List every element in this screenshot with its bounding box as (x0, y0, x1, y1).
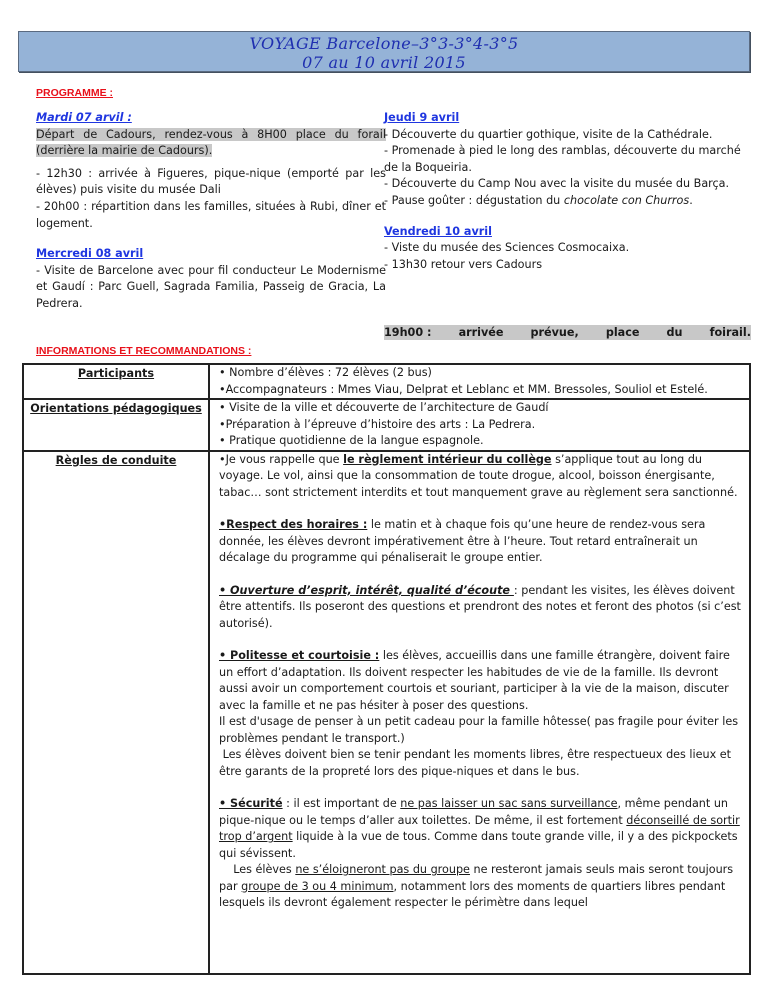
list-item: • Pratique quotidienne de la langue espagnole. (219, 434, 484, 447)
arrival-line (384, 325, 751, 340)
rule-emphasis: le règlement intérieur du collège (343, 452, 552, 466)
programme-right-column (384, 110, 754, 273)
rule-text: s’applique tout au long du voyage. Le vol, ainsi que la consommation de toute drogue, alcool, boisson énergisante, tabac… sont strictement interdits et tout manquement grave au règlement sera sanctionné. (219, 452, 738, 499)
rubi-text: - 20h00 : répartition dans les familles, situées à Rubi, dîner et logement. (36, 199, 386, 230)
document-title: VOYAGE Barcelone–3°3-3°4-3°5 (249, 34, 519, 53)
programme-heading-text: PROGRAMME : (36, 87, 113, 99)
day-title-jeudi: Jeudi 9 avril (384, 111, 460, 124)
rule-emphasis: ne pas laisser un sac sans surveillance (400, 797, 618, 810)
arrival-word: place (605, 326, 640, 339)
rule-text: Il est d'usage de penser à un petit cadeau pour la famille hôtesse( pas fragile pour éviter les problèmes pendant le transport.) (219, 715, 739, 745)
rule-emphasis: ne s’éloigneront pas du groupe (295, 863, 470, 876)
day-title-mercredi: Mercredi 08 avril (36, 247, 144, 261)
rule-ouverture (219, 583, 743, 633)
info-heading (36, 345, 251, 357)
rule-text: : il est important de (282, 797, 401, 810)
arrival-word: arrivée (458, 326, 504, 339)
row-label (23, 451, 209, 974)
rule-text: Les élèves (219, 863, 296, 876)
arrival-word: 19h00 : (384, 326, 432, 339)
churros-text: chocolate con Churros (563, 193, 690, 207)
info-heading-text: INFORMATIONS ET RECOMMANDATIONS : (36, 345, 252, 357)
info-table (22, 363, 751, 975)
gouter-period: . (689, 193, 693, 207)
title-banner (18, 31, 750, 72)
programme-left-column (36, 110, 386, 313)
rule-securite (219, 796, 743, 912)
row-label-text: Orientations pédagogiques (30, 402, 202, 415)
list-item: •Préparation à l’épreuve d’histoire des arts : La Pedrera. (219, 417, 536, 431)
rule-horaires (219, 517, 743, 567)
jeudi-line-1: - Découverte du quartier gothique, visite de la Cathédrale. (384, 127, 713, 141)
rule-politesse (219, 648, 743, 780)
list-item: •Accompagnateurs : Mmes Viau, Delprat et Leblanc et MM. Bressoles, Souliol et Estelé. (219, 382, 708, 396)
document-dates: 07 au 10 avril 2015 (302, 53, 466, 72)
row-label-text: Règles de conduite (55, 453, 177, 467)
day-title-mardi: Mardi 07 arvil : (36, 111, 132, 124)
list-item: • Visite de la ville et découverte de l’architecture de Gaudí (219, 401, 549, 414)
row-content (209, 364, 750, 399)
list-item: • Nombre d’élèves : 72 élèves (2 bus) (219, 366, 432, 379)
row-label (23, 399, 209, 451)
mercredi-text: - Visite de Barcelone avec pour fil conducteur Le Modernisme et Gaudí : Parc Guell, Sagrada Familia, Passeig de Gracia, La Pedrera. (36, 263, 386, 310)
rule-text: ne resteront jamais seuls mais seront toujours par (219, 863, 737, 893)
table-row (23, 364, 750, 399)
rule-heading: • Sécurité (219, 797, 283, 810)
rule-text: le matin et à chaque fois qu’une heure de rendez-vous sera donnée, les élèves devront impérativement être à l’heure. Tout retard entraînerait un décalage du programme qui pénaliserait le groupe entier. (219, 518, 706, 564)
rule-emphasis: groupe de 3 ou 4 minimum (241, 879, 394, 893)
jeudi-line-3: - Découverte du Camp Nou avec la visite du musée du Barça. (384, 177, 730, 191)
table-row (23, 451, 750, 974)
figueres-text: - 12h30 : arrivée à Figueres, pique-nique (emporté par les élèves) puis visite du musée Dali (36, 166, 386, 197)
rule-emphasis: déconseillé de sortir trop d’argent (219, 813, 740, 843)
rule-heading: • Ouverture d’esprit, intérêt, qualité d’écoute (219, 583, 514, 597)
day-title-vendredi: Vendredi 10 avril (384, 224, 492, 238)
rule-heading: •Respect des horaires : (219, 518, 368, 531)
row-label-text: Participants (77, 367, 155, 380)
rule-text: liquide à la vue de tous. Comme dans toute grande ville, il y a des pickpockets qui sévissent. (219, 830, 738, 860)
gouter-text: - Pause goûter : dégustation du (384, 193, 564, 207)
row-content (209, 451, 750, 974)
rule-reglement (219, 452, 743, 502)
row-label (23, 364, 209, 399)
rule-text: les élèves, accueillis dans une famille étrangère, doivent faire un effort d’adaptation. Ils doivent respecter les habitudes de vie de la famille. Ils devront aussi avoir un comportement courtois et souriant, participer à la vie de la maison, discuter avec la famille et ne pas hésiter à poser des questions. (219, 649, 730, 712)
rule-text: Les élèves doivent bien se tenir pendant les moments libres, être respectueux des lieux et être garants de la propreté lors des pique-niques et dans le bus. (219, 748, 735, 778)
rule-text: , même pendant un pique-nique ou le temps d’aller aux toilettes. De même, il est fortement (219, 797, 729, 827)
table-row (23, 399, 750, 451)
departure-text: Départ de Cadours, rendez-vous à 8H00 place du forail (derrière la mairie de Cadours). (36, 127, 386, 158)
programme-heading (36, 87, 113, 99)
jeudi-line-2: - Promenade à pied le long des ramblas, découverte du marché de la Boqueiria. (384, 144, 741, 174)
rule-text: •Je vous rappelle que (219, 452, 344, 466)
arrival-word: prévue, (530, 326, 579, 339)
row-content (209, 399, 750, 451)
vendredi-line-2: - 13h30 retour vers Cadours (384, 257, 543, 271)
rule-text: : pendant les visites, les élèves doivent être attentifs. Ils poseront des questions et prendront des notes et feront des photos (si c’est autorisé). (219, 583, 741, 630)
arrival-word: foirail. (709, 326, 751, 339)
rule-heading: • Politesse et courtoisie : (219, 649, 380, 662)
arrival-word: du (666, 326, 683, 339)
rule-text: , notamment lors des moments de quartiers libres pendant lesquels ils devront également respecter le périmètre dans lequel (219, 879, 729, 909)
jeudi-line-4 (384, 193, 754, 210)
vendredi-line-1: - Viste du musée des Sciences Cosmocaixa. (384, 241, 630, 255)
